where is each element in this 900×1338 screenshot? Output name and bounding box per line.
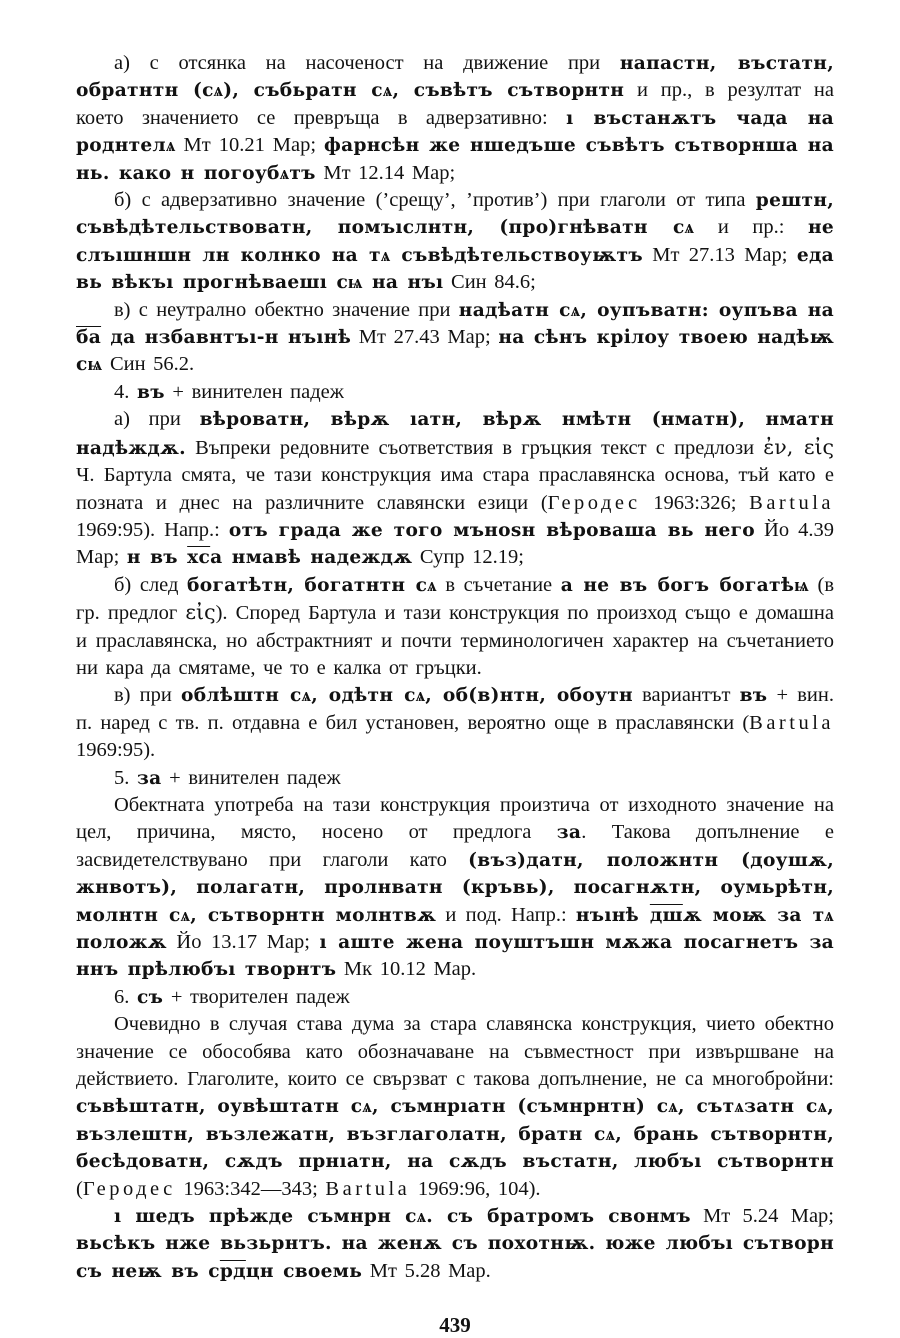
slavonic-text: а нмавѣ надеждѫ [210,547,413,569]
paragraph [76,682,834,764]
body-text: 1969:96, 104). [410,1177,541,1200]
slavonic-text: въ [137,381,165,403]
body-text: Мт 27.13 Мар; [642,243,797,266]
slavonic-text: облѣштн сѧ, одѣтн сѧ, об(в)нтн, обоутн [181,685,633,707]
author-name: Bartula [325,1177,411,1200]
slavonic-text: на сѣнъ крілоу твоею надѣѭ сѩ [76,327,834,376]
body-text: (в гр. предлог [76,573,834,625]
body-text: Очевидно в случая става дума за стара славянска конструкция, чието обектно значение се обособява като обозначаване на съвместност при извършване на действието. Глаголите, които се свързват с такова допълнение, не са многобройни: [76,1013,834,1091]
body-text: б) след [114,573,188,596]
page-number: 439 [439,1313,471,1338]
paragraph [76,1203,834,1285]
body-text: Въпреки редовните съответствия в гръцкия текст с предлози [185,436,764,459]
body-text: ( [76,1177,83,1200]
body-text: . Такова допълнение е засвидетелствувано при глаголи като [76,821,834,871]
author-name: Геродес [82,1177,176,1200]
author-name: Bartula [749,491,834,514]
section-heading [76,765,834,792]
slavonic-text: да нзбавнтъı-н нъıнѣ [101,327,352,349]
greek-text: ἐν, εἰς [763,434,835,459]
body-text: б) с адверзативно значение (’срещу’, ’против’) при глаголи от типа [114,189,756,212]
slavonic-text: надѣатн сѧ, оупъватн: оупъва на [458,299,835,321]
slavonic-text: съвѣштатн, оувѣштатн сѧ, съмнрıатн (съмнрнтн) сѧ, сътѧзатн сѧ, възлештн, възлежатн, възглаголатн, братн сѧ, брань сътворнтн, бесѣдоватн, сѫдъ прнıатн, на сѫдъ въстатн, любъı сътворнтн [76,1096,834,1173]
slavonic-text: богатѣтн, богатнтн сѧ [187,574,437,596]
paragraph [76,1011,834,1203]
body-text: 4. [114,380,137,403]
slavonic-text: вѣроватн, вѣрѫ ıатн, вѣрѫ нмѣтн (нматн), нматн надѣждѫ. [76,409,834,459]
slavonic-text: цн своемь [245,1260,363,1282]
body-text: 6. [114,985,137,1008]
author-name: Геродес [547,491,641,514]
body-text: в съчетание [436,573,561,596]
slavonic-text: ѫ моѭ за тѧ положѫ [76,904,834,953]
slavonic-text: н въ [126,547,188,569]
paragraph [76,572,834,683]
slavonic-text: еда вь вѣкъı прогнѣваешı сѩ на нъı [76,244,834,294]
body-text: Йо 13.17 Мар; [166,931,320,953]
slavonic-text: рештн, съвѣдѣтельствоватн, помъıслнтн, (про)гнѣватн сѧ [76,190,834,239]
slavonic-text: нъıнѣ [575,904,650,926]
paragraph [76,187,834,297]
body-text: и пр., в резултат на което значението се превръща в адверзативно: [76,79,834,129]
body-text: в) с неутрално обектно значение при [114,298,459,321]
body-text: Мк 10.12 Мар. [336,958,477,981]
body-text: 1969:95). Напр.: [76,518,229,541]
paragraph [76,792,834,984]
paragraph [76,50,834,187]
body-text: а) при [114,408,200,431]
paragraph [76,297,834,379]
body-text: Мт 12.14 Мар; [315,161,456,184]
body-text: и под. Напр.: [436,903,576,926]
slavonic-text: ı въстанѫтъ чада на роднтелѧ [76,107,834,157]
slavonic-text: ı шедъ прѣжде съмнрн сѧ. съ братромъ свонмъ [114,1206,691,1228]
slavonic-text: ı аште жена поуштъшн мѫжа посагнетъ за ннъ прѣлюбъı творнтъ [76,932,834,981]
slavonic-text-titlo: хс [187,547,211,569]
slavonic-text: за [137,767,162,789]
slavonic-text: съ [137,986,164,1008]
author-name: Bartula [749,711,834,734]
slavonic-text: вьсѣкъ нже вьзьрнтъ. на женѫ съ похотнѭ. юже любъı сътворн съ неѭ въ с [76,1233,834,1282]
slavonic-text: не слъıшншн лн колнко на тѧ съвѣдѣтельствоуѭтъ [76,217,835,266]
slavonic-text-titlo: дш [649,904,683,926]
slavonic-text: напастн, въстатн, обратнтн (сѧ), събьратн сѧ, съвѣтъ сътворнтн [76,53,834,102]
body-text: в) при [114,684,181,707]
section-heading [76,984,834,1011]
body-text: Супр 12.19; [412,546,525,569]
slavonic-text-titlo: рд [219,1260,246,1282]
body-text: Син 56.2. [102,353,195,376]
body-text: Обектната употреба на тази конструкция произтича от изходното значение на цел, причина, място, носено от предлога [76,793,834,844]
body-text: + вин. п. наред с тв. п. отдавна е бил установен, вероятно още в праславянски ( [76,684,834,734]
body-text: Йо 4.39 Мар; [76,518,834,569]
slavonic-text: отъ града же того мъноѕн вѣроваша вь него [228,519,755,541]
body-text: Мт 10.21 Мар; [175,134,325,157]
body-text: 1969:95). [76,739,156,762]
body-text: 1963:326; [640,491,750,514]
body-text: + винителен падеж [164,380,344,403]
body-text: + творителен падеж [163,985,350,1008]
slavonic-text: а не въ богъ богатѣѩ [560,574,809,596]
body-text: вариантът [632,684,740,707]
body-text: и пр.: [694,216,808,239]
section-heading [76,379,834,406]
slavonic-text: въ [739,685,768,707]
body-text: Мт 5.28 Мар. [362,1259,491,1282]
body-text: Мт 27.43 Мар; [351,326,499,349]
body-text: Мт 5.24 Мар; [690,1205,835,1228]
body-text: ). Според Бартула и тази конструкция по произход също е домашна и праславянска, но абстрактният и почти терминологичен характер на съчетанието ни кара да смятаме, че то е калка от гръцки. [76,602,835,679]
greek-text: εἰς [185,600,216,625]
slavonic-text: за [556,822,582,844]
slavonic-text: (въз)датн, положнтн (доушѫ, жнвотъ), полагатн, пролнватн (кръвь), посагнѫтн, оумьрѣтн, молнтн сѧ, сътворнтн молнтвѫ [76,849,835,926]
slavonic-text-titlo: ба [76,327,102,349]
body-text: + винителен падеж [161,766,341,789]
body-text: Син 84.6; [443,271,536,294]
body-text: а) с отсянка на насоченост на движение при [114,52,620,74]
slavonic-text: фарнсѣн же ншедъше съвѣтъ сътворнша на нь. како н погоубѧтъ [76,135,835,184]
paragraph [76,406,834,571]
text-block [76,50,834,1285]
body-text: 5. [114,766,137,789]
body-text: 1963:342—343; [175,1177,326,1200]
body-text: Ч. Бартула смята, че тази конструкция има стара праславянска основа, тъй като е позната и днес на различните славянски езици ( [76,464,834,514]
